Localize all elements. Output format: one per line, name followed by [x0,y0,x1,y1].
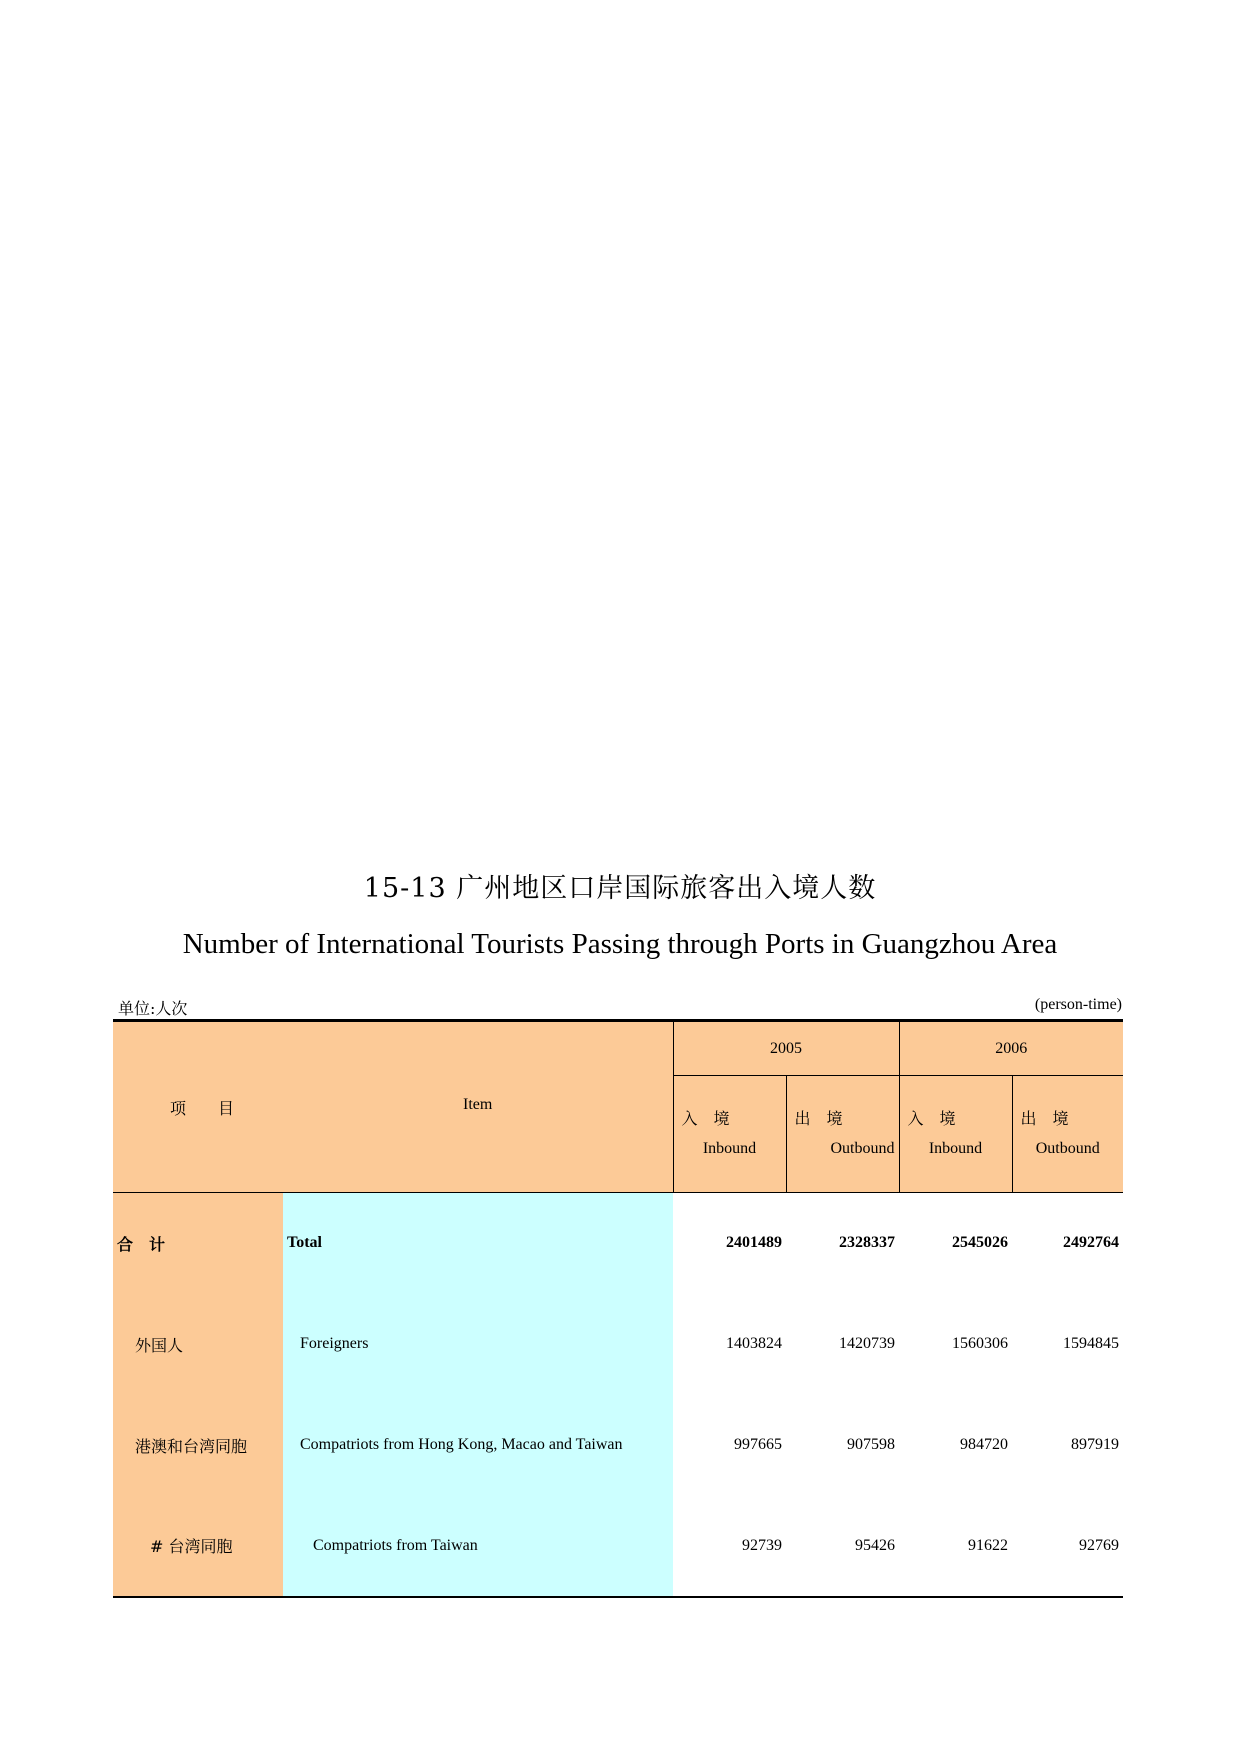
table-row-foreigners [113,1294,1123,1395]
cell-2006-inbound: 984720 [960,1436,1008,1453]
cell-2005-outbound: 2328337 [839,1234,895,1252]
item-header-cn: 项 目 [170,1099,235,1118]
item-header-en: Item [463,1096,493,1113]
row-label-cn: # 台湾同胞 [113,1496,283,1597]
cell-2006-inbound: 1560306 [952,1335,1008,1352]
cell-2006-outbound: 2492764 [1063,1234,1119,1252]
item-header [113,1021,673,1193]
cell-2005-inbound: 92739 [673,1496,786,1597]
table-row-taiwan [113,1496,1123,1597]
inbound-cn: 入 境 [907,1109,956,1128]
inbound-header-2005 [673,1076,786,1193]
cell-2006-outbound: 92769 [1012,1496,1123,1597]
inbound-en: Inbound [928,1140,983,1157]
cell-2005-outbound: 907598 [847,1436,895,1453]
table-row-hk-macao-taiwan [113,1395,1123,1496]
cell-2006-outbound: 1594845 [1063,1335,1119,1352]
outbound-cn: 出 境 [794,1109,843,1128]
row-label-en: Compatriots from Hong Kong, Macao and Taiwan [283,1395,673,1496]
cell-2005-outbound: 95426 [786,1496,899,1597]
cell-2006-inbound: 91622 [899,1496,1012,1597]
cell-2005-inbound: 2401489 [726,1234,782,1252]
outbound-header-2005 [786,1076,899,1193]
outbound-header-2006 [1012,1076,1123,1193]
year-header-2005: 2005 [673,1021,899,1076]
inbound-header-2006 [899,1076,1012,1193]
outbound-cn: 出 境 [1020,1109,1069,1128]
table-row-total [113,1193,1123,1294]
cell-2005-inbound: 997665 [734,1436,782,1453]
row-label-en: Total [283,1193,673,1294]
header-row-years [113,1021,1123,1076]
row-label-en: Compatriots from Taiwan [283,1496,673,1597]
row-label-cn: 合 计 [113,1193,283,1294]
cell-2005-inbound: 1403824 [726,1335,782,1352]
tourists-table [113,1019,1123,1598]
title-english: Number of International Tourists Passing through Ports in Guangzhou Area [182,928,1058,960]
year-header-2006: 2006 [899,1021,1123,1076]
outbound-en: Outbound [830,1140,895,1157]
row-label-cn: 外国人 [113,1294,283,1395]
inbound-en: Inbound [702,1140,757,1157]
inbound-cn: 入 境 [681,1109,730,1128]
row-label-cn: 港澳和台湾同胞 [113,1395,283,1496]
cell-2006-outbound: 897919 [1071,1436,1119,1453]
outbound-en: Outbound [1035,1140,1100,1157]
row-label-en: Foreigners [283,1294,673,1395]
title-chinese: 15-13 广州地区口岸国际旅客出入境人数 [363,873,877,904]
cell-2005-outbound: 1420739 [839,1335,895,1352]
cell-2006-inbound: 2545026 [952,1234,1008,1252]
unit-chinese: 单位:人次 [118,999,188,1018]
unit-english: (person-time) [1034,996,1122,1013]
